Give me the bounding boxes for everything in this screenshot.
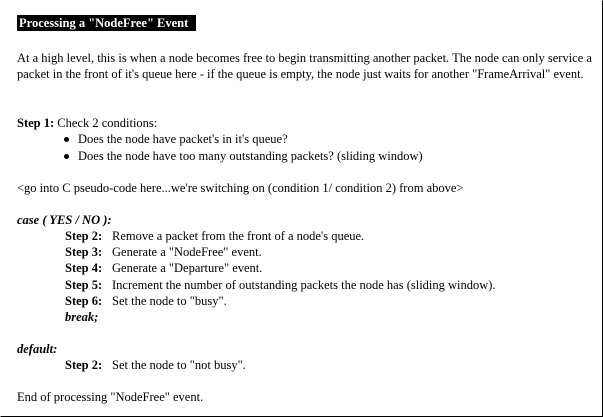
list-item bbox=[64, 148, 423, 165]
page-title: Processing a "NodeFree" Event bbox=[17, 15, 196, 31]
conditions-list bbox=[64, 131, 423, 165]
step-label: Step 3: bbox=[65, 245, 103, 260]
case-steps bbox=[65, 228, 496, 325]
step-row bbox=[65, 293, 496, 309]
step-1-text: Check 2 conditions: bbox=[54, 116, 158, 130]
step-1-line bbox=[17, 115, 592, 131]
pseudo-code-note: <go into C pseudo-code here...we're switching on (condition 1/ condition 2) from above> bbox=[17, 181, 464, 195]
step-text: Increment the number of outstanding packets the node has (sliding window). bbox=[112, 277, 496, 292]
step-text: Set the node to "busy". bbox=[112, 293, 227, 308]
step-label: Step 5: bbox=[65, 277, 103, 292]
default-header: default: bbox=[17, 342, 58, 356]
step-text: Set the node to "not busy". bbox=[112, 358, 246, 372]
step-text: Generate a "Departure" event. bbox=[112, 261, 263, 276]
bullet-icon bbox=[64, 154, 69, 159]
end-text: End of processing "NodeFree" event. bbox=[17, 390, 204, 404]
break-statement: break; bbox=[65, 310, 99, 325]
step-row bbox=[65, 244, 496, 260]
condition-text: Does the node have too many outstanding packets? (sliding window) bbox=[78, 149, 423, 163]
step-row bbox=[65, 277, 496, 293]
step-label: Step 6: bbox=[65, 293, 103, 308]
step-row bbox=[65, 357, 246, 373]
condition-text: Does the node have packet's in it's queue? bbox=[78, 132, 288, 146]
step-1-label: Step 1: bbox=[17, 116, 55, 130]
list-item bbox=[64, 131, 423, 148]
step-row bbox=[65, 228, 496, 244]
intro-paragraph: At a high level, this is when a node becomes free to begin transmitting another packet. The node can only service a packet in the front of it's queue here - if the queue is empty, the node just waits for another "FrameArrival" event. bbox=[17, 51, 592, 81]
bullet-icon bbox=[64, 137, 69, 142]
step-label: Step 4: bbox=[65, 261, 103, 276]
default-steps bbox=[65, 357, 246, 373]
case-header: case ( YES / NO ): bbox=[17, 213, 112, 227]
step-row bbox=[65, 260, 496, 276]
step-label: Step 2: bbox=[65, 358, 103, 372]
step-text: Generate a "NodeFree" event. bbox=[112, 245, 262, 260]
step-text: Remove a packet from the front of a node's queue. bbox=[112, 229, 365, 243]
step-label: Step 2: bbox=[65, 229, 103, 243]
